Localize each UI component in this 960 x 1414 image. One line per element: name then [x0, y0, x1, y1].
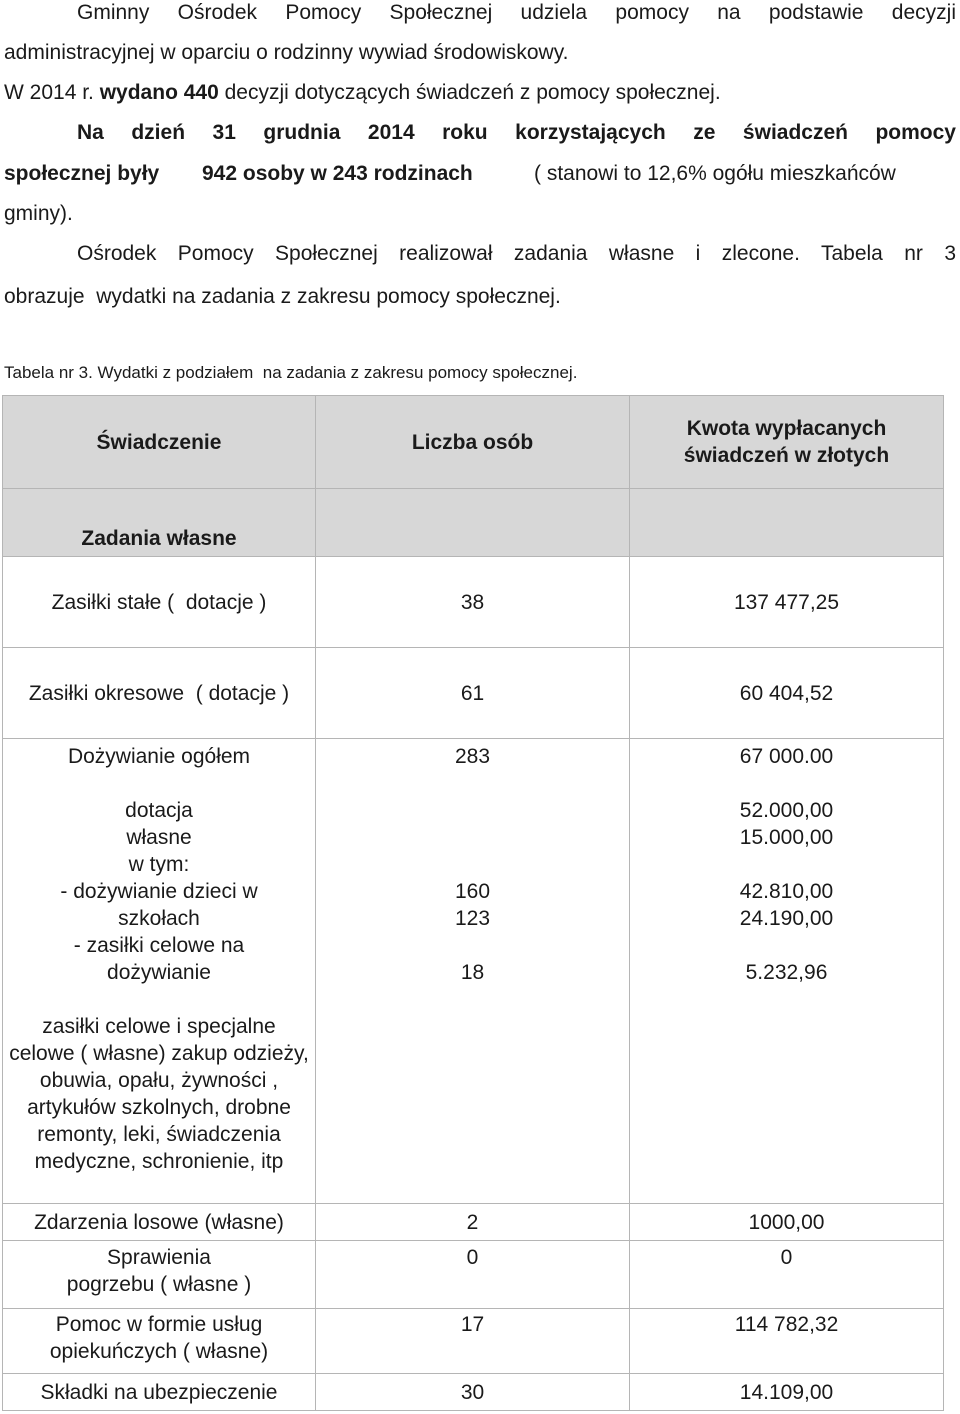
row-label: Składki na ubezpieczenie: [3, 1374, 316, 1411]
row-label: Zasiłki okresowe ( dotacje ): [3, 648, 316, 739]
table-row: [3, 1204, 944, 1241]
p1-line-1: Gminny Ośrodek Pomocy Społecznej udziela pomocy na podstawie decyzji: [77, 1, 956, 24]
sub-count: 18: [460, 961, 485, 984]
row-count: 61: [316, 648, 630, 739]
p3-line-3: gminy).: [4, 202, 73, 225]
row-count: 0: [316, 1241, 630, 1309]
row-count: 17: [316, 1309, 630, 1374]
sub-amount: 24.190,00: [739, 907, 834, 930]
sub-count: 160: [454, 880, 491, 903]
p3-post: ( stanowi to 12,6% ogółu mieszkańców: [534, 162, 896, 185]
sub-label: dotacja: [125, 799, 193, 822]
sub-amount: 5.232,96: [745, 961, 828, 984]
p3-bold-2: 942 osoby w 243 rodzinach: [202, 162, 473, 185]
expenses-table: [2, 395, 944, 1411]
extra-label: zasiłki celowe i specjalne celowe ( własne) zakup odzieży, obuwia, opału, żywności , artykułów szkolnych, drobne remonty, leki, świadczenia medyczne, schronienie, itp: [9, 1015, 309, 1173]
p3-line-2: [4, 161, 956, 187]
row-count: 38: [316, 557, 630, 648]
paragraph-2: [4, 80, 956, 106]
section-row: [3, 489, 944, 557]
table-caption: Tabela nr 3. Wydatki z podziałem na zadania z zakresu pomocy społecznej.: [4, 363, 578, 382]
section-empty-count: [316, 489, 630, 557]
p3-line-1: Na dzień 31 grudnia 2014 roku korzystających ze świadczeń pomocy: [77, 121, 956, 144]
row-amount: 60 404,52: [630, 648, 944, 739]
sub-label: - zasiłki celowe na dożywianie: [73, 934, 245, 984]
row-label: Sprawienia pogrzebu ( własne ): [3, 1241, 316, 1309]
sub-label: - dożywianie dzieci w szkołach: [60, 880, 258, 930]
row-label: Pomoc w formie usług opiekuńczych ( własne): [3, 1309, 316, 1374]
dozywianie-count-cell: [316, 739, 630, 1204]
sub-label: własne: [126, 826, 192, 849]
row-count: 2: [316, 1204, 630, 1241]
row-amount: 1000,00: [630, 1204, 944, 1241]
row-amount: 0: [630, 1241, 944, 1309]
header-count: Liczba osób: [316, 396, 630, 489]
dozywianie-label-cell: [3, 739, 316, 1204]
p4-line-1: Ośrodek Pomocy Społecznej realizował zadania własne i zlecone. Tabela nr 3: [77, 242, 956, 265]
section-empty-amount: [630, 489, 944, 557]
dozywianie-count: 283: [454, 745, 491, 768]
table-row: [3, 1309, 944, 1374]
row-label: Zasiłki stałe ( dotacje ): [3, 557, 316, 648]
p2-pre: W 2014 r.: [4, 81, 100, 104]
row-label: Zdarzenia losowe (własne): [3, 1204, 316, 1241]
dozywianie-amount-cell: [630, 739, 944, 1204]
sub-amount: 42.810,00: [739, 880, 834, 903]
table-row: [3, 1241, 944, 1309]
header-amount: Kwota wypłacanych świadczeń w złotych: [630, 396, 944, 489]
row-amount: 114 782,32: [630, 1309, 944, 1374]
sub-count: 123: [454, 907, 491, 930]
row-amount: 137 477,25: [630, 557, 944, 648]
dozywianie-label: Dożywianie ogółem: [67, 745, 251, 768]
dozywianie-amount: 67 000.00: [739, 745, 834, 768]
sub-amount: 15.000,00: [739, 826, 834, 849]
table-row: [3, 1374, 944, 1411]
sub-label: w tym:: [128, 853, 190, 876]
p1-line-2: administracyjnej w oparciu o rodzinny wywiad środowiskowy.: [4, 41, 569, 64]
p3-bold-1: społecznej były: [4, 162, 160, 185]
table-row: [3, 557, 944, 648]
row-amount: 14.109,00: [630, 1374, 944, 1411]
header-benefit: Świadczenie: [3, 396, 316, 489]
sub-amount: 52.000,00: [739, 799, 834, 822]
p4-line-2: obrazuje wydatki na zadania z zakresu pomocy społecznej.: [4, 285, 561, 308]
p2-post: decyzji dotyczących świadczeń z pomocy społecznej.: [218, 81, 721, 104]
section-label: Zadania własne: [3, 489, 316, 557]
table-row-dozywianie: [3, 739, 944, 1204]
header-row: [3, 396, 944, 489]
p2-bold: wydano 440: [99, 81, 219, 104]
table-row: [3, 648, 944, 739]
row-count: 30: [316, 1374, 630, 1411]
